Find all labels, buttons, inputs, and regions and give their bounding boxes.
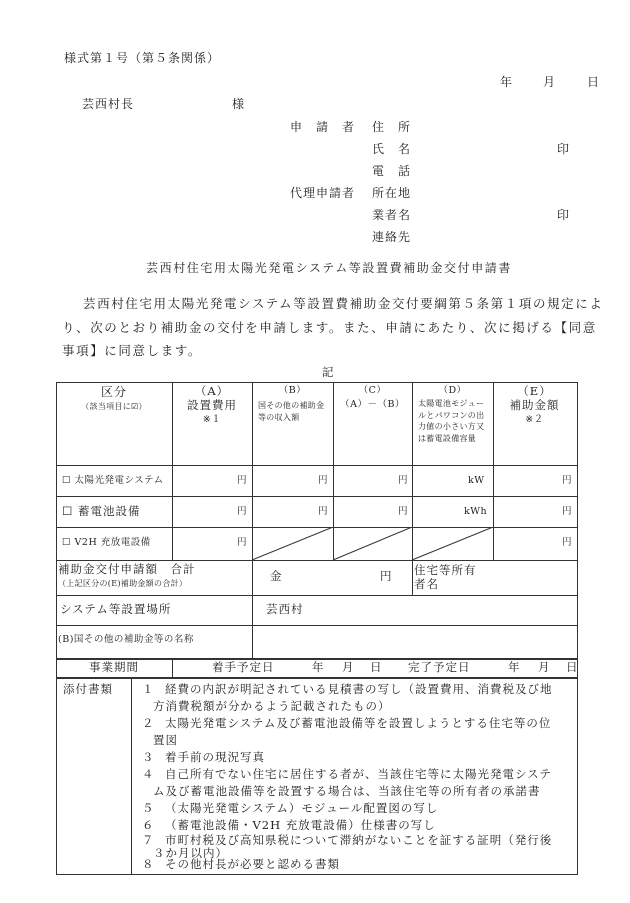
col-e-note: ※２ [525, 414, 544, 425]
row-v2h-a: 円 [237, 537, 248, 548]
row-solar-b: 円 [318, 475, 329, 486]
end-day: 日 [566, 660, 579, 674]
row-battery-e: 円 [562, 506, 573, 517]
location-label: システム等設置場所 [60, 602, 172, 616]
total-kin: 金 [270, 569, 283, 583]
agent-location-label: 所在地 [372, 186, 412, 200]
row-v2h-category[interactable]: ☐ V2H 充放電設備 [62, 537, 151, 548]
date-year: 年 [500, 75, 514, 89]
date-day: 日 [587, 75, 601, 89]
applicant-phone-label: 電 話 [372, 164, 412, 178]
attachment-4-cont: ム及び蓄電池設備等を設置する場合は、当該住宅等の所有者の承諾書 [153, 784, 541, 798]
date-month: 月 [543, 75, 557, 89]
attachment-6-text: （蓄電池設備・V2H 充放電設備）仕様書の写し [165, 818, 436, 832]
start-label: 着手予定日 [212, 660, 275, 674]
attachment-1-text: 経費の内訳が明記されている見積書の写し（設置費用、消費税及び地 [165, 682, 553, 696]
col-a-note: ※１ [202, 414, 222, 425]
attachment-2-num: ２ [142, 716, 155, 730]
agent-company-label: 業者名 [372, 208, 412, 222]
col-e-label: （E） [517, 384, 552, 398]
row-battery-category[interactable]: ☐ 蓄電池設備 [62, 504, 141, 518]
row-v2h-e: 円 [562, 537, 573, 548]
attachment-3-text: 着手前の現況写真 [165, 750, 265, 764]
ki-mark: 記 [322, 365, 335, 379]
form-number: 様式第１号（第５条関係） [64, 51, 221, 65]
col-d-label: （D） [438, 385, 467, 396]
row-battery-b: 円 [318, 506, 329, 517]
total-note: （上記区分の(E)補助金額の合計） [58, 579, 188, 588]
attachment-4-text: 自己所有でない住宅に居住する者が、当該住宅等に太陽光発電システ [165, 767, 552, 781]
row-battery-a: 円 [237, 506, 248, 517]
body-line-1: 芸西村住宅用太陽光発電システム等設置費補助金交付要綱第５条第１項の規定によ [83, 296, 604, 311]
attachment-4-num: ４ [142, 767, 155, 781]
body-line-2: り、次のとおり補助金の交付を申請します。また、申請にあたり、次に掲げる【同意 [62, 320, 597, 335]
attachment-7-cont: ３か月以内） [153, 846, 228, 860]
start-year: 年 [312, 660, 325, 674]
row-solar-c: 円 [398, 475, 409, 486]
col-a-label: （A） [194, 384, 230, 398]
row-solar-d: kW [468, 475, 485, 486]
applicant-label: 申 請 者 [290, 120, 356, 134]
col-category-note: （該当項目に☑） [81, 402, 147, 411]
col-d-title: 太陽電池モジュールとパワコンの出力値の小さい方又は蓄電設備容量 [418, 399, 485, 443]
honorific: 様 [232, 97, 246, 111]
row-battery-c: 円 [398, 506, 409, 517]
agent-seal: 印 [557, 208, 571, 222]
owner-label: 住宅等所有者名 [414, 563, 477, 591]
attachment-2-text: 太陽光発電システム及び蓄電池設備等を設置しようとする住宅等の位 [165, 716, 552, 730]
other-subsidy-label: (B)国その他の補助金等の名称 [58, 634, 194, 645]
attachment-8-text: その他村長が必要と認める書類 [165, 857, 340, 871]
col-a-title: 設置費用 [187, 398, 237, 412]
col-b-title: 国その他の補助金等の収入額 [258, 401, 325, 422]
location-value: 芸西村 [266, 602, 304, 616]
applicant-address-label: 住 所 [372, 120, 412, 134]
attachment-2-cont: 置図 [153, 733, 178, 747]
row-solar-e: 円 [562, 475, 573, 486]
total-yen: 円 [380, 569, 393, 583]
applicant-seal: 印 [557, 142, 571, 156]
v2h-not-applicable-slashes [252, 527, 494, 561]
start-day: 日 [370, 660, 383, 674]
col-b-label: （B） [278, 385, 307, 396]
agent-label: 代理申請者 [290, 186, 356, 200]
col-c-title: （A）－（B） [340, 399, 405, 410]
attachment-3-num: ３ [142, 750, 155, 764]
total-label: 補助金交付申請額 合計 [58, 562, 196, 576]
end-label: 完了予定日 [408, 660, 471, 674]
col-e-title: 補助金額 [509, 398, 560, 412]
document-title: 芸西村住宅用太陽光発電システム等設置費補助金交付申請書 [146, 261, 513, 275]
attachment-6-num: ６ [142, 818, 155, 832]
row-solar-category[interactable]: ☐ 太陽光発電システム [62, 475, 164, 486]
period-label: 事業期間 [89, 660, 139, 674]
attachment-5-num: ５ [142, 801, 155, 815]
attachment-1-cont: 方消費税額が分かるよう記載されたもの） [153, 699, 391, 713]
body-line-3: 事項】に同意します。 [62, 343, 203, 358]
row-solar-a: 円 [237, 475, 248, 486]
start-month: 月 [342, 660, 355, 674]
end-month: 月 [538, 660, 551, 674]
col-c-label: （C） [358, 385, 387, 396]
attachment-7-num: ７ [142, 833, 155, 847]
attachment-5-text: （太陽光発電システム）モジュール配置図の写し [165, 801, 439, 815]
end-year: 年 [508, 660, 521, 674]
attachments-label: 添付書類 [63, 682, 113, 696]
applicant-name-label: 氏 名 [372, 142, 412, 156]
attachment-7-text: 市町村税及び高知県税について滞納がないことを証する証明（発行後 [165, 833, 553, 847]
attachment-8-num: ８ [142, 857, 155, 871]
row-battery-d: kWh [464, 506, 488, 517]
addressee: 芸西村長 [82, 97, 135, 111]
agent-contact-label: 連絡先 [372, 230, 412, 244]
col-category-header: 区分 [100, 385, 127, 399]
attachment-1-num: １ [142, 682, 155, 696]
